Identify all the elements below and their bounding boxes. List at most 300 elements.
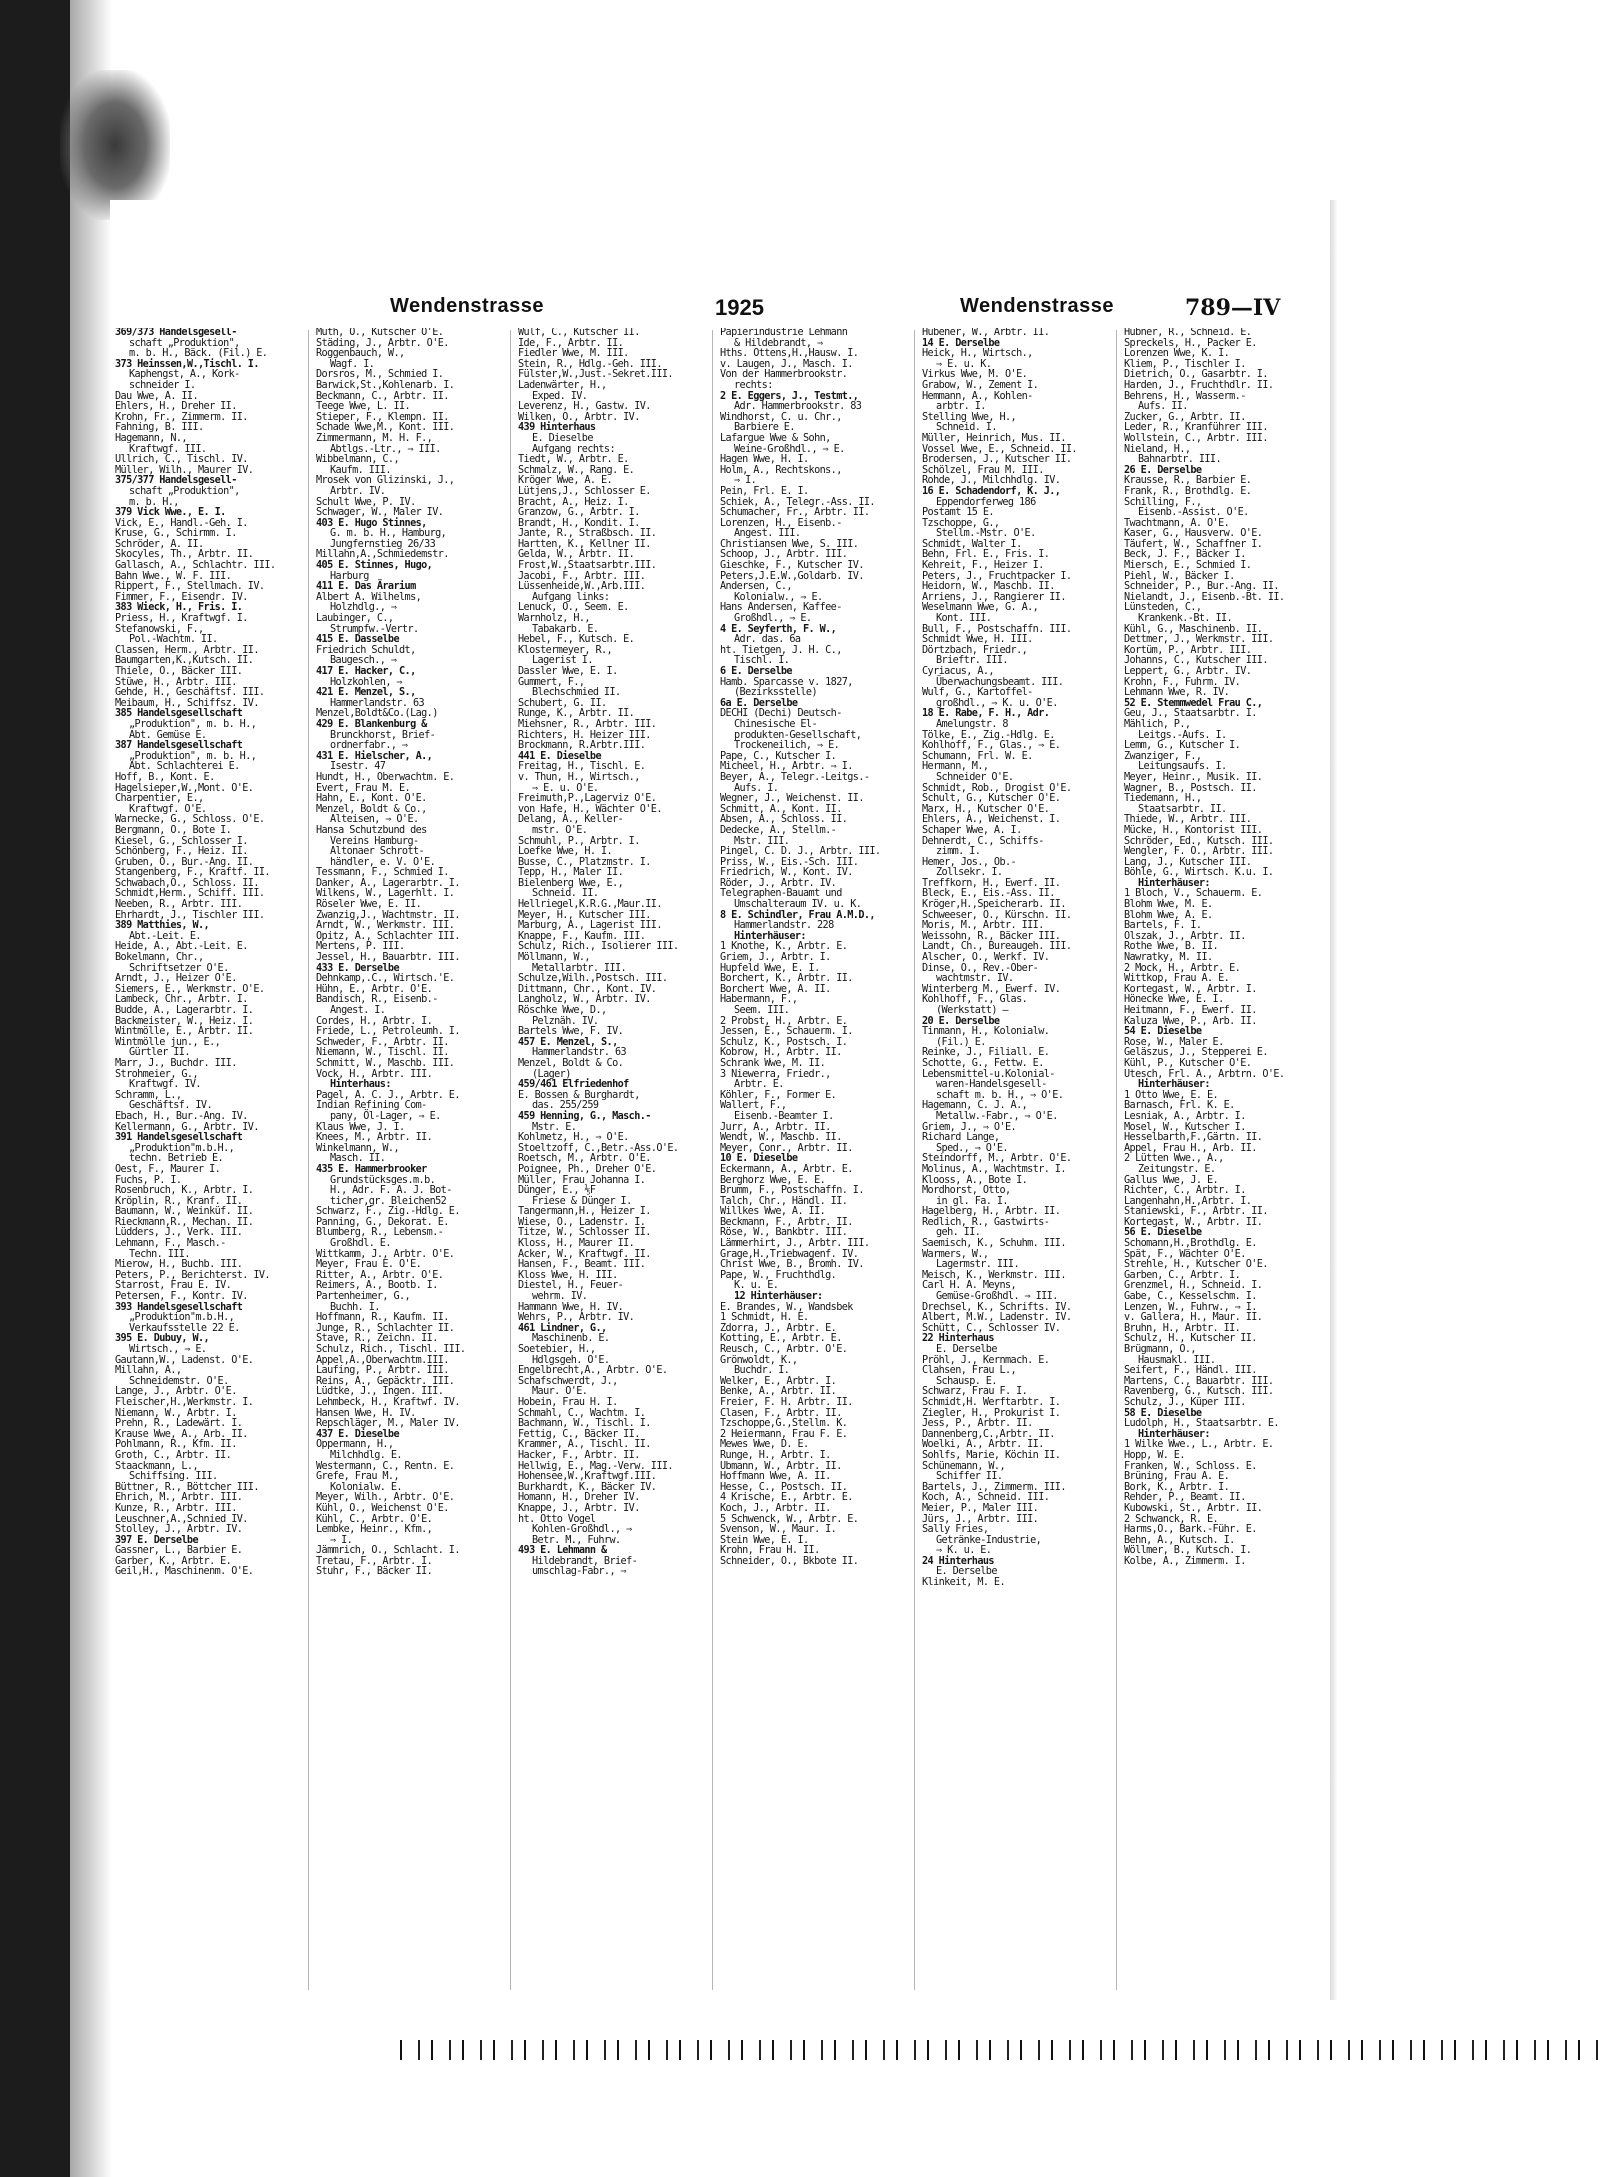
directory-entry-line: Baugesch., ⇒	[330, 655, 397, 667]
directory-entry-line: Landt, Ch., Bureaugeh. III.	[922, 941, 1072, 953]
directory-entry-line: Holzkohlen, ⇒	[330, 676, 402, 688]
directory-entry-line: Schulze,Wilh.,Postsch. III.	[518, 973, 668, 985]
directory-entry-line: Thiele, O., Bäcker III.	[115, 666, 243, 677]
directory-entry-line: Brüning, Frau A. E.	[1124, 1471, 1230, 1483]
directory-entry-line: Kortegast, W., Arbtr. I.	[1124, 983, 1257, 995]
directory-entry-line: 1 Knothe, K., Arbtr. E.	[720, 941, 848, 953]
directory-entry-line: 58 E. Dieselbe	[1124, 1407, 1202, 1419]
directory-entry-line: Andersen, C.,	[720, 581, 792, 593]
directory-entry-line: Mstr. E.	[532, 1121, 577, 1133]
directory-entry-line: Metallarbtr. III.	[532, 962, 627, 974]
directory-entry-line: 1 Bloch, V., Schauerm. E.	[1124, 888, 1263, 900]
directory-entry-line: Schiek, A., Telegr.-Ass. II.	[720, 496, 875, 508]
directory-entry-line: Brandt, H., Kondit. I.	[518, 517, 640, 529]
directory-entry-line: Dietrich, O., Gasarbtr. I.	[1124, 369, 1268, 381]
directory-entry-line: Schröder, A. II.	[115, 538, 204, 550]
directory-entry-line: Schmidt,H. Werftarbtr. I.	[922, 1396, 1061, 1408]
directory-entry-line: Blohm Wwe, M. E.	[1124, 899, 1213, 911]
directory-entry-line: Jacobi, F., Arbtr. III.	[518, 570, 646, 582]
directory-entry-line: Blohm Wwe, A. E.	[1124, 909, 1213, 921]
directory-entry-line: Sped., ⇒ O'E.	[936, 1142, 1008, 1154]
directory-entry-line: Strehle, H., Kutscher O'E.	[1124, 1259, 1268, 1271]
directory-entry-line: Leppert, G., Arbtr. IV.	[1124, 666, 1252, 677]
directory-entry-line: Hagelsieper,W.,Mont. O'E.	[115, 782, 254, 794]
directory-entry-line: Svenson, W., Maur. I.	[720, 1524, 837, 1536]
directory-entry-line: Schmidt, Walter I.	[922, 538, 1022, 550]
directory-entry-line: Von der Hammerbrookstr.	[720, 369, 848, 381]
directory-entry-line: ⇒ I.	[330, 1534, 353, 1546]
directory-entry-line: Kont. III.	[936, 613, 992, 625]
directory-entry-line: Busse, C., Platzmstr. I.	[518, 856, 651, 868]
directory-entry-line: Petersen, F., Kontr. IV.	[115, 1291, 248, 1303]
directory-entry-line: Schmuhl, P., Arbtr. I.	[518, 835, 640, 847]
directory-entry-line: Tangermann,H., Heizer I.	[518, 1206, 651, 1218]
directory-entry-line: Rehder, P., Beamt. II.	[1124, 1492, 1246, 1504]
directory-entry-line: Bokelmann, Chr.,	[115, 952, 204, 964]
directory-entry-line: Schütt, C., Schlosser IV.	[922, 1322, 1061, 1334]
directory-entry-line: 24 Hinterhaus	[922, 1555, 994, 1567]
directory-entry-line: Grönwoldt, K.,	[720, 1354, 798, 1366]
directory-entry-line: Bielenberg Wwe, E.,	[518, 877, 624, 889]
directory-entry-line: Frank, R., Brothdlg. E.	[1124, 485, 1252, 497]
directory-entry-line: Langholz, W., Arbtr. IV.	[518, 994, 651, 1006]
directory-entry-line: Kaser, G., Hausverw. O'E.	[1124, 528, 1263, 540]
header-page-number: 789—IV	[1185, 295, 1281, 321]
directory-entry-line: Arbtr. E.	[734, 1079, 784, 1091]
directory-entry-line: Hacker, F., Arbtr. II.	[518, 1449, 640, 1461]
directory-entry-line: Kortegast, W., Arbtr. II.	[1124, 1216, 1263, 1228]
directory-entry-line: Kohlhoff, F., Glas., ⇒ E.	[922, 740, 1061, 752]
directory-entry-line: Weissohn, R., Bäcker III.	[922, 930, 1061, 942]
directory-entry-line: Müller, Frau Johanna I.	[518, 1174, 646, 1186]
directory-entry-line: Panning, G., Dekorat. E.	[316, 1216, 449, 1228]
directory-entry-line: Tzschoppe, G.,	[922, 517, 1000, 529]
directory-entry-line: Lebensmittel-u.Kolonial-	[922, 1068, 1055, 1080]
directory-entry-line: Schneidemstr. O'E.	[129, 1375, 229, 1387]
directory-entry-line: (Bezirksstelle)	[734, 687, 818, 699]
directory-entry-line: Dünger, E., ⅕F	[518, 1185, 596, 1197]
directory-entry-line: 6a E. Derselbe	[720, 697, 798, 709]
directory-entry-line: Exped. IV.	[532, 390, 588, 402]
directory-entry-line: 1 Otto Wwe, E. E.	[1124, 1089, 1219, 1101]
directory-entry-line: 8 E. Schindler, Frau A.M.D.,	[720, 909, 875, 921]
directory-entry-line: Marburg, A., Lagerist III.	[518, 920, 662, 932]
directory-entry-line: Umschalteraum IV. u. K.	[734, 899, 862, 911]
directory-entry-line: Berghorz Wwe, E. E.	[720, 1174, 826, 1186]
directory-entry-line: Utesch, Frl. A., Arbtrn. O'E.	[1124, 1068, 1285, 1080]
directory-entry-line: Kühl, P., Kutscher O'E.	[1124, 1057, 1252, 1069]
directory-entry-line: Repschläger, M., Maler IV.	[316, 1418, 460, 1430]
directory-entry-line: „Produktion"m.b.H.,	[129, 1312, 235, 1324]
directory-entry-line: Ehlers, A., Weichenst. I.	[922, 814, 1061, 826]
directory-entry-line: Altonaer Schrott-	[330, 846, 425, 858]
directory-entry-line: Nieland, H.,	[1124, 443, 1191, 455]
directory-entry-line: Eckermann, A., Arbtr. E.	[720, 1163, 853, 1175]
directory-entry-line: Aufs. II.	[1138, 401, 1188, 413]
column-6	[1124, 328, 1314, 1978]
directory-entry-line: Mewes Wwe, D. E.	[720, 1439, 809, 1451]
directory-entry-line: Schneider, O., Bkbote II.	[720, 1555, 859, 1567]
header-street-left: Wendenstrasse	[390, 295, 544, 317]
directory-entry-line: Schmidt, Rob., Drogist O'E.	[922, 782, 1072, 794]
directory-entry-line: Bandisch, R., Eisenb.-	[316, 994, 438, 1006]
directory-entry-line: wachtmstr. IV.	[936, 973, 1014, 985]
directory-entry-line: Beckmann, F., Arbtr. II.	[720, 1216, 853, 1228]
directory-entry-line: 395 E. Dubuy, W.,	[115, 1333, 210, 1345]
directory-entry-line: Fuchs, P. I.	[115, 1174, 182, 1186]
directory-entry-line: Abtlgs.-Ltr., ⇒ III.	[330, 443, 441, 455]
directory-entry-line: ⇒ K. u. E.	[936, 1545, 992, 1557]
directory-entry-line: Kolonialw. E.	[330, 1481, 402, 1493]
directory-entry-line: Blumberg, R., Lebensm.-	[316, 1227, 444, 1239]
directory-entry-line: Lang, J., Kutscher III.	[1124, 856, 1252, 868]
directory-entry-line: Lehmbeck, H., Kraftwf. IV.	[316, 1396, 460, 1408]
directory-entry-line: Krause Wwe, A., Arb. II.	[115, 1428, 248, 1440]
directory-entry-line: 433 E. Derselbe	[316, 962, 400, 974]
directory-entry-line: Hupfeld Wwe, E. I.	[720, 962, 820, 974]
directory-entry-line: Behn, Frl. E., Fris. I.	[922, 549, 1050, 561]
directory-entry-line: Dorsros, M., Schmied I.	[316, 369, 444, 381]
directory-entry-line: Stellm.-Mstr. O'E.	[936, 528, 1036, 540]
directory-entry-line: 26 E. Derselbe	[1124, 464, 1202, 476]
directory-entry-line: Friese & Dünger I.	[532, 1195, 632, 1207]
directory-entry-line: Täufert, W., Schaffner I.	[1124, 538, 1263, 550]
directory-entry-line: Wintmölle jun., E.,	[115, 1036, 221, 1048]
directory-entry-line: Albert, M.W., Ladenstr. IV.	[922, 1312, 1072, 1324]
directory-entry-line: Laubinger, C.,	[316, 613, 394, 625]
column-divider	[510, 330, 511, 1990]
directory-entry-line: 10 E. Dieselbe	[720, 1153, 798, 1165]
directory-entry-line: Beck, J. F., Bäcker I.	[1124, 549, 1246, 561]
directory-entry-line: Kloss Wwe, H. III.	[518, 1269, 618, 1281]
directory-entry-line: Wintmölle, E., Arbtr. II.	[115, 1026, 254, 1038]
directory-entry-line: Skocyles, Th., Arbtr. II.	[115, 549, 254, 561]
directory-entry-line: 4 E. Seyferth, F. W.,	[720, 623, 837, 635]
directory-entry-line: in gl. Fa. I.	[936, 1195, 1008, 1207]
directory-entry-line: Schmalz, W., Rang. E.	[518, 464, 635, 476]
directory-entry-line: Meibaum, H., Schiffsz. IV.	[115, 697, 259, 709]
directory-entry-line: Dau Wwe, A. II.	[115, 390, 199, 402]
directory-entry-line: Kliem, P., Tischler I.	[1124, 358, 1246, 370]
directory-entry-line: Schneid. I.	[936, 422, 997, 434]
directory-entry-line: Hans Andersen, Kaffee-	[720, 602, 842, 614]
directory-entry-line: Richters, H. Heizer III.	[518, 729, 651, 741]
directory-entry-line: Fettig, C., Bäcker II.	[518, 1428, 640, 1440]
directory-entry-line: Clasen, F., Arbtr. II.	[720, 1407, 842, 1419]
directory-entry-line: Jungfernstieg 26/33	[330, 538, 436, 550]
directory-entry-line: Prehn, R., Ladewärt. I.	[115, 1418, 243, 1430]
directory-entry-line: Poignee, Ph., Dreher O'E.	[518, 1163, 657, 1175]
directory-entry-line: Staatsarbtr. II.	[1138, 803, 1227, 815]
directory-entry-line: Lenuck, O., Seem. E.	[518, 602, 629, 614]
directory-entry-line: Mstr. III.	[734, 835, 790, 847]
directory-entry-line: Eisenb.-Beamter I.	[734, 1110, 834, 1122]
directory-entry-line: Hamb. Sparcasse v. 1827,	[720, 676, 853, 688]
directory-entry-line: K. u. E.	[734, 1280, 779, 1292]
header-year: 1925	[715, 295, 764, 320]
directory-entry-line: 20 E. Derselbe	[922, 1015, 1000, 1027]
directory-entry-line: Blechschmied II.	[532, 687, 621, 699]
directory-entry-line: Pein, Frl. E. I.	[720, 485, 809, 497]
directory-entry-line: Johanns, C., Kutscher III.	[1124, 655, 1268, 667]
directory-entry-line: Sally Fries,	[922, 1524, 989, 1536]
directory-entry-line: Borchert, K., Arbtr. II.	[720, 973, 853, 985]
directory-entry-line: 12 Hinterhäuser:	[734, 1291, 823, 1303]
directory-entry-line: Griem, J., ⇒ O'E.	[922, 1121, 1017, 1133]
directory-entry-line: Schulz, H., Kutscher II.	[1124, 1333, 1257, 1345]
directory-entry-line: Hübner, R., Schneid. E.	[1124, 328, 1252, 338]
directory-entry-line: Koch, J., Arbtr. II.	[720, 1502, 831, 1514]
directory-entry-line: Angest. III.	[734, 528, 801, 540]
directory-entry-line: Gassner, L., Barbier E.	[115, 1545, 243, 1557]
directory-entry-line: Hagemann, N.,	[115, 432, 187, 444]
directory-entry-line: Rothe Wwe, B. II.	[1124, 941, 1219, 953]
directory-entry-line: Tiedt, W., Arbtr. E.	[518, 454, 629, 466]
directory-entry-line: Gabe, C., Kesselschm. I.	[1124, 1291, 1257, 1303]
directory-entry-line: umschlag-Fabr., ⇒	[532, 1566, 627, 1578]
directory-page	[110, 200, 1335, 1985]
directory-entry-line: Moris, M., Arbtr. III.	[922, 920, 1044, 932]
directory-entry-line: Hagemann, C. J. A.,	[922, 1100, 1028, 1112]
directory-entry-line: Zucker, G., Arbtr. II.	[1124, 411, 1246, 423]
directory-entry-line: Westermann, C., Rentn. E.	[316, 1460, 455, 1472]
directory-entry-line: Hermann, M.,	[922, 761, 989, 773]
directory-entry-line: v. Thun, H., Wirtsch.,	[518, 771, 640, 783]
directory-entry-line: geh. II.	[936, 1227, 981, 1239]
directory-entry-line: Wilken, O., Arbtr. IV.	[518, 411, 640, 423]
directory-entry-line: Mordhorst, Otto,	[922, 1185, 1011, 1197]
directory-entry-line: Brunckhorst, Brief-	[330, 729, 436, 741]
directory-entry-line: Jessel, H., Bauarbtr. III.	[316, 952, 460, 964]
directory-entry-line: 441 E. Dieselbe	[518, 750, 602, 762]
directory-entry-line: Kraftwgf. III.	[129, 443, 207, 455]
directory-entry-line: Schmahl, C., Wachtm. I.	[518, 1407, 646, 1419]
directory-entry-line: Behn, A., Kutsch. I.	[1124, 1534, 1235, 1546]
directory-entry-line: Ide, F., Arbtr. II.	[518, 337, 624, 349]
column-divider	[914, 330, 915, 1990]
directory-entry-line: (Werkstatt) —	[936, 1005, 1008, 1016]
directory-entry-line: Lehmann Wwe, R. IV.	[1124, 687, 1230, 699]
directory-entry-line: Ehlers, H., Dreher II.	[115, 401, 237, 413]
directory-entry-line: Schmitt, W., Maschb. III.	[316, 1057, 455, 1069]
directory-entry-line: Hansen Wwe, H. IV.	[316, 1407, 416, 1419]
directory-entry-line: Niemann, W., Arbtr. I.	[115, 1407, 237, 1419]
directory-entry-line: Freimuth,P.,Lagerviz O'E.	[518, 793, 657, 805]
directory-entry-line: Millahn, A.,	[115, 1365, 182, 1377]
directory-entry-line: Diestel, H., Feuer-	[518, 1280, 624, 1292]
directory-entry-line: Talch, Chr., Händl. II.	[720, 1195, 848, 1207]
directory-entry-line: Bartels, F. I.	[1124, 920, 1202, 932]
directory-entry-line: 385 Handelsgesellschaft	[115, 708, 243, 720]
directory-entry-line: Opitz, A., Schlachter III.	[316, 930, 460, 942]
directory-entry-line: Vossel Wwe, E., Schneid. II.	[922, 443, 1077, 455]
directory-entry-line: Dettmer, J., Werkmstr. III.	[1124, 634, 1274, 646]
directory-entry-line: Gehde, H., Geschäftsf. III.	[115, 687, 265, 699]
directory-entry-line: Buchdr. I.	[734, 1365, 790, 1377]
directory-entry-line: E. Dieselbe	[532, 432, 593, 444]
directory-entry-line: Stave, R., Zeichn. II.	[316, 1333, 438, 1345]
directory-entry-line: Weine-Großhdl., ⇒ E.	[734, 443, 845, 455]
directory-entry-line: Lange, J., Arbtr. O'E.	[115, 1386, 237, 1398]
directory-entry-line: Hoffmann, R., Kaufm. II.	[316, 1312, 449, 1324]
directory-entry-line: Koch, A., Schneid. III.	[922, 1492, 1050, 1504]
directory-entry-line: 417 E. Hacker, C.,	[316, 666, 416, 677]
directory-entry-line: Burkhardt, K., Bäcker IV.	[518, 1481, 657, 1493]
directory-entry-line: Maur. O'E.	[532, 1386, 588, 1398]
directory-entry-line: Hinterhäuser:	[1138, 1428, 1210, 1440]
directory-entry-line: Marr, J., Buchdr. III.	[115, 1057, 237, 1069]
directory-entry-line: Homann, H., Dreher IV.	[518, 1492, 640, 1504]
directory-entry-line: Amelungstr. 8	[936, 718, 1008, 730]
directory-entry-line: Abt.-Leit. E.	[129, 930, 201, 942]
directory-entry-line: Runge, H., Arbtr. I.	[720, 1449, 831, 1461]
directory-entry-line: Kruse, G., Schirmm. I.	[115, 528, 237, 540]
directory-entry-line: Kotting, E., Arbtr. E.	[720, 1333, 842, 1345]
directory-entry-line: 2 Probst, H., Arbtr. E.	[720, 1015, 848, 1027]
directory-entry-line: Lagermstr. III.	[936, 1259, 1020, 1271]
directory-entry-line: Miersch, E., Schmied I.	[1124, 560, 1252, 572]
directory-entry-line: „Produktion", m. b. H.,	[129, 718, 257, 730]
directory-entry-line: Klinkeit, M. E.	[922, 1577, 1006, 1589]
directory-entry-line: das. 255/259	[532, 1100, 599, 1112]
directory-entry-line: & Hildebrandt, ⇒	[734, 337, 823, 349]
directory-entry-line: Grenzmel, H., Schneid. I.	[1124, 1280, 1263, 1292]
directory-entry-line: Ritter, A., Arbtr. O'E.	[316, 1269, 444, 1281]
directory-entry-line: Christiansen Wwe, S. III.	[720, 538, 859, 550]
directory-entry-line: E. Bossen & Burghardt,	[518, 1089, 640, 1101]
directory-entry-line: Soetebier, H.,	[518, 1344, 596, 1355]
directory-entry-line: Leder, R., Kranführer III.	[1124, 422, 1268, 434]
directory-entry-line: Mosel, W., Kutscher I.	[1124, 1121, 1246, 1133]
directory-entry-line: Zeitungstr. E.	[1138, 1163, 1216, 1175]
directory-entry-line: Schröder, Ed., Kutsch. III.	[1124, 835, 1274, 847]
directory-entry-line: Schade Wwe,M., Kont. III.	[316, 422, 455, 434]
directory-entry-line: E. Derselbe	[936, 1566, 997, 1578]
directory-entry-line: Lünsteden, C.,	[1124, 602, 1202, 614]
directory-entry-line: Hellriegel,K.R.G.,Maur.II.	[518, 899, 662, 911]
directory-entry-line: Mücke, H., Kontorist III.	[1124, 824, 1263, 836]
directory-entry-line: 14 E. Derselbe	[922, 337, 1000, 349]
directory-entry-line: Mertens, P. III.	[316, 941, 405, 953]
directory-entry-line: Acker, W., Kraftwgf. II.	[518, 1248, 651, 1260]
directory-entry-line: Hartten, K., Kellner II.	[518, 538, 651, 550]
directory-entry-line: Steindorff, M., Arbtr. O'E.	[922, 1153, 1072, 1165]
directory-entry-line: Schiffsing. III.	[129, 1471, 218, 1483]
directory-entry-line: Schumann, Frl. W. E.	[922, 750, 1033, 762]
directory-entry-line: Klaus Wwe, J. I.	[316, 1121, 405, 1133]
directory-entry-line: Lüdtke, J., Ingen. III.	[316, 1386, 444, 1398]
directory-entry-line: Pol.-Wachtm. II.	[129, 634, 218, 646]
directory-entry-line: Harden, J., Fruchthdlr. II.	[1124, 379, 1274, 391]
directory-entry-line: Schomann,H.,Brothdlg. E.	[1124, 1238, 1257, 1250]
directory-entry-line: Roetsch, M., Arbtr. O'E.	[518, 1153, 651, 1165]
directory-entry-line: Woelki, A., Arbtr. II.	[922, 1439, 1044, 1451]
directory-entry-line: Adr. Hammerbrookstr. 83	[734, 401, 862, 413]
directory-entry-line: 2 Lütten Wwe., A.,	[1124, 1153, 1224, 1165]
directory-entry-line: Rohde, J., Milchhdlg. IV.	[922, 475, 1061, 487]
directory-entry-line: Kaphengst, A., Kork-	[129, 369, 240, 381]
directory-entry-line: Meisch, K., Werkmstr. III.	[922, 1269, 1066, 1281]
directory-entry-line: produkten-Gesellschaft,	[734, 729, 862, 741]
directory-entry-line: Zwanziger, F.,	[1124, 750, 1202, 762]
directory-entry-line: Carl H. A. Meyns,	[922, 1280, 1017, 1292]
directory-entry-line: Hagen Wwe, H. I.	[720, 454, 809, 466]
directory-entry-line: 439 Hinterhaus	[518, 422, 596, 434]
directory-entry-line: Kellermann, G., Arbtr. IV.	[115, 1121, 259, 1133]
directory-entry-line: Tessmann, F., Schmied I.	[316, 867, 449, 879]
directory-entry-line: Twachtmann, A. O'E.	[1124, 517, 1230, 529]
directory-entry-line: Aufs. I.	[734, 782, 779, 794]
directory-entry-line: Spreckels, H., Packer E.	[1124, 337, 1257, 349]
directory-entry-line: Strohmeier, G.,	[115, 1068, 199, 1080]
directory-entry-line: 383 Wieck, H., Fris. I.	[115, 602, 243, 614]
directory-entry-line: Grundstücksges.m.b.	[330, 1174, 436, 1186]
directory-entry-line: Jurr, A., Arbtr. II.	[720, 1121, 831, 1133]
directory-entry-line: schaft „Produktion",	[129, 485, 240, 497]
directory-entry-line: Pröhl, J., Kernmach. E.	[922, 1354, 1050, 1366]
directory-entry-line: Köhler, F., Former E.	[720, 1089, 837, 1101]
directory-entry-line: Hohensee,W.,Kraftwgf.III.	[518, 1471, 657, 1483]
directory-entry-line: 405 E. Stinnes, Hugo,	[316, 560, 433, 572]
directory-entry-line: 2 E. Eggers, J., Testmt.,	[720, 390, 859, 402]
directory-entry-line: „Produktion", m. b. H.,	[129, 750, 257, 762]
directory-entry-line: Gemüse-Großhdl. ⇒ III.	[936, 1291, 1058, 1303]
directory-entry-line: Kühl, O., Weichenst O'E.	[316, 1502, 449, 1514]
directory-entry-line: Olszak, J., Arbtr. II.	[1124, 930, 1246, 942]
directory-entry-line: Dörtzbach, Friedr.,	[922, 644, 1028, 656]
directory-entry-line: Micheel, H., Arbtr. ⇒ I.	[720, 761, 853, 773]
directory-entry-line: Redlich, R., Gastwirts-	[922, 1216, 1050, 1228]
directory-entry-line: 421 E. Menzel, S.,	[316, 687, 416, 699]
directory-entry-line: Schaper Wwe, A. I.	[922, 824, 1022, 836]
column-4	[720, 328, 910, 1978]
directory-entry-line: 1 Schmidt, H. E.	[720, 1312, 809, 1324]
directory-entry-line: Classen, Herm., Arbtr. II.	[115, 644, 259, 656]
directory-entry-line: Friedrich Schuldt,	[316, 644, 416, 656]
column-2	[316, 328, 506, 1978]
directory-entry-line: Hammerlandstr. 63	[532, 1047, 627, 1059]
directory-entry-line: Lämmerhirt, J., Arbtr. III.	[720, 1238, 870, 1250]
directory-entry-line: Brügmann, O.,	[1124, 1344, 1196, 1355]
directory-entry-line: Runge, K., Arbtr. II.	[518, 708, 635, 720]
directory-entry-line: Garber, K., Arbtr. E.	[115, 1555, 232, 1567]
directory-entry-line: pany, Öl-Lager, ⇒ E.	[330, 1110, 441, 1122]
directory-entry-line: Sohlfs, Marie, Köchin II.	[922, 1449, 1061, 1461]
directory-entry-line: Fülster,W.,Just.-Sekret.III.	[518, 369, 673, 381]
directory-entry-line: Müller, Heinrich, Mus. II.	[922, 432, 1066, 444]
directory-entry-line: Fimmer, F., Eisendr. IV.	[115, 591, 248, 603]
directory-entry-line: 437 E. Dieselbe	[316, 1428, 400, 1440]
directory-entry-line: Papierindustrie Lehmann	[720, 328, 848, 338]
directory-entry-line: Kühl, G., Maschinenb. II.	[1124, 623, 1263, 635]
directory-entry-line: Kobrow, H., Arbtr. II.	[720, 1047, 842, 1059]
directory-entry-line: Schrank Wwe, M. II.	[720, 1057, 826, 1069]
directory-entry-line: Schölzel, Frau M. III.	[922, 464, 1044, 476]
directory-entry-line: Peters, J., Fruchtpacker I.	[922, 570, 1072, 582]
directory-entry-line: Hoffmann Wwe, A. II.	[720, 1471, 831, 1483]
directory-entry-line: Siemers, E., Werkmstr. O'E.	[115, 983, 265, 995]
directory-entry-line: Harburg	[330, 570, 369, 582]
directory-entry-line: Jämmrich, O., Schlacht. I.	[316, 1545, 460, 1557]
directory-entry-line: DECHI (Dechi) Deutsch-	[720, 708, 842, 720]
directory-entry-line: Wittkop, Frau A. E.	[1124, 973, 1230, 985]
directory-entry-line: Wulf, G., Kartoffel-	[922, 687, 1033, 699]
directory-entry-line: Rieckmann,R., Mechan. II.	[115, 1216, 254, 1228]
directory-entry-line: Winkelmann, W.,	[316, 1142, 400, 1154]
directory-entry-line: Kolonialw., ⇒ E.	[734, 591, 823, 603]
directory-entry-line: Fahning, B. III.	[115, 422, 204, 434]
directory-entry-line: Eppendorferweg 186	[936, 496, 1036, 508]
